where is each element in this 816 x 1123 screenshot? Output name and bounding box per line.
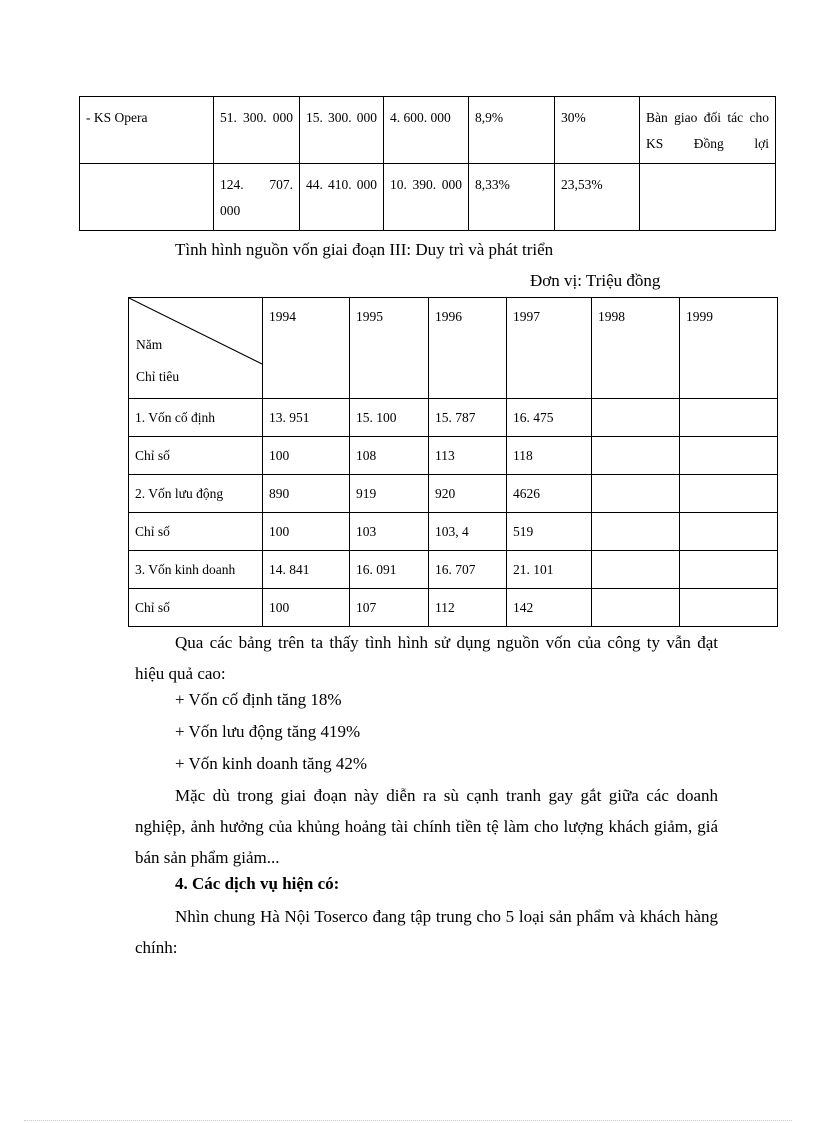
table-cell: 10. 390. 000 <box>384 164 469 231</box>
table-cell <box>680 551 778 589</box>
capital-phase3-table <box>128 297 778 627</box>
table-cell: 124. 707. 000 <box>214 164 300 231</box>
section-title: Tình hình nguồn vốn giai đoạn III: Duy trì và phát triển <box>175 240 554 259</box>
row-label: 1. Vốn cố định <box>129 399 263 437</box>
table-cell: 16. 707 <box>429 551 507 589</box>
row-label: Chỉ số <box>129 513 263 551</box>
table-cell <box>80 164 214 231</box>
table-cell: 113 <box>429 437 507 475</box>
table-cell: Bàn giao đối tác cho KS Đồng lợi <box>640 97 776 164</box>
corner-header-cell <box>129 298 263 399</box>
table-cell: 16. 475 <box>507 399 592 437</box>
table-cell: 21. 101 <box>507 551 592 589</box>
table-cell: 920 <box>429 475 507 513</box>
table-cell: 15. 100 <box>350 399 429 437</box>
table-cell: 103, 4 <box>429 513 507 551</box>
year-header: 1999 <box>680 298 778 399</box>
table-cell: 15. 300. 000 <box>300 97 384 164</box>
table-cell <box>680 589 778 627</box>
table-cell <box>680 513 778 551</box>
table-row <box>129 589 778 627</box>
row-label: Chỉ số <box>129 437 263 475</box>
section-heading-services: 4. Các dịch vụ hiện có: <box>175 874 340 893</box>
year-header: 1994 <box>263 298 350 399</box>
paragraph-summary: Qua các bảng trên ta thấy tình hình sử dụng nguồn vốn của công ty vẫn đạt hiệu quả cao: <box>135 633 718 683</box>
table-cell: 30% <box>555 97 640 164</box>
year-header: 1996 <box>429 298 507 399</box>
table-cell: 15. 787 <box>429 399 507 437</box>
bullet-business-capital: + Vốn kinh doanh tăng 42% <box>175 754 368 773</box>
table-cell: 4626 <box>507 475 592 513</box>
table-cell <box>680 437 778 475</box>
table-row <box>129 551 778 589</box>
table-cell: 23,53% <box>555 164 640 231</box>
year-header: 1995 <box>350 298 429 399</box>
table-cell <box>680 399 778 437</box>
table-header-row <box>129 298 778 399</box>
table-cell: 919 <box>350 475 429 513</box>
row-label: Chỉ số <box>129 589 263 627</box>
table-cell <box>592 437 680 475</box>
table-row <box>80 164 776 231</box>
table-cell: 107 <box>350 589 429 627</box>
table-cell: 519 <box>507 513 592 551</box>
table-cell: 13. 951 <box>263 399 350 437</box>
table-row <box>129 513 778 551</box>
page-bottom-divider <box>24 1120 792 1121</box>
table-cell: 100 <box>263 589 350 627</box>
table-cell: 14. 841 <box>263 551 350 589</box>
table-cell: 4. 600. 000 <box>384 97 469 164</box>
bullet-working-capital: + Vốn lưu động tăng 419% <box>175 722 361 741</box>
table-cell <box>592 589 680 627</box>
table-cell: 51. 300. 000 <box>214 97 300 164</box>
table-row <box>129 399 778 437</box>
table-cell: 100 <box>263 513 350 551</box>
table-cell <box>592 551 680 589</box>
table-cell: 8,9% <box>469 97 555 164</box>
table-cell: 16. 091 <box>350 551 429 589</box>
year-header: 1997 <box>507 298 592 399</box>
table-row <box>129 475 778 513</box>
bullet-fixed-capital: + Vốn cố định tăng 18% <box>175 690 342 709</box>
table-cell: 44. 410. 000 <box>300 164 384 231</box>
table-cell: 142 <box>507 589 592 627</box>
year-header: 1998 <box>592 298 680 399</box>
table-row <box>129 437 778 475</box>
unit-label: Đơn vị: Triệu đồng <box>530 271 661 290</box>
table-cell: 890 <box>263 475 350 513</box>
table-cell <box>640 164 776 231</box>
paragraph-competition: Mặc dù trong giai đoạn này diễn ra sù cạnh tranh gay gắt giữa các doanh nghiệp, ảnh hưởng của khủng hoảng tài chính tiền tệ làm cho lượng khách giảm, giá bán sản phẩm giảm... <box>135 786 718 867</box>
table-cell <box>592 399 680 437</box>
corner-label-indicator: Chỉ tiêu <box>136 369 180 384</box>
table-cell: 100 <box>263 437 350 475</box>
table-cell: 112 <box>429 589 507 627</box>
table-cell: 8,33% <box>469 164 555 231</box>
table-cell <box>592 513 680 551</box>
hotel-capital-table <box>79 96 776 231</box>
paragraph-services: Nhìn chung Hà Nội Toserco đang tập trung cho 5 loại sản phẩm và khách hàng chính: <box>135 907 718 957</box>
table-row <box>80 97 776 164</box>
table-cell <box>592 475 680 513</box>
table-cell: 108 <box>350 437 429 475</box>
table-cell: 103 <box>350 513 429 551</box>
table-cell: - KS Opera <box>80 97 214 164</box>
row-label: 2. Vốn lưu động <box>129 475 263 513</box>
table-cell: 118 <box>507 437 592 475</box>
table-cell <box>680 475 778 513</box>
corner-label-year: Năm <box>136 337 163 352</box>
row-label: 3. Vốn kinh doanh <box>129 551 263 589</box>
